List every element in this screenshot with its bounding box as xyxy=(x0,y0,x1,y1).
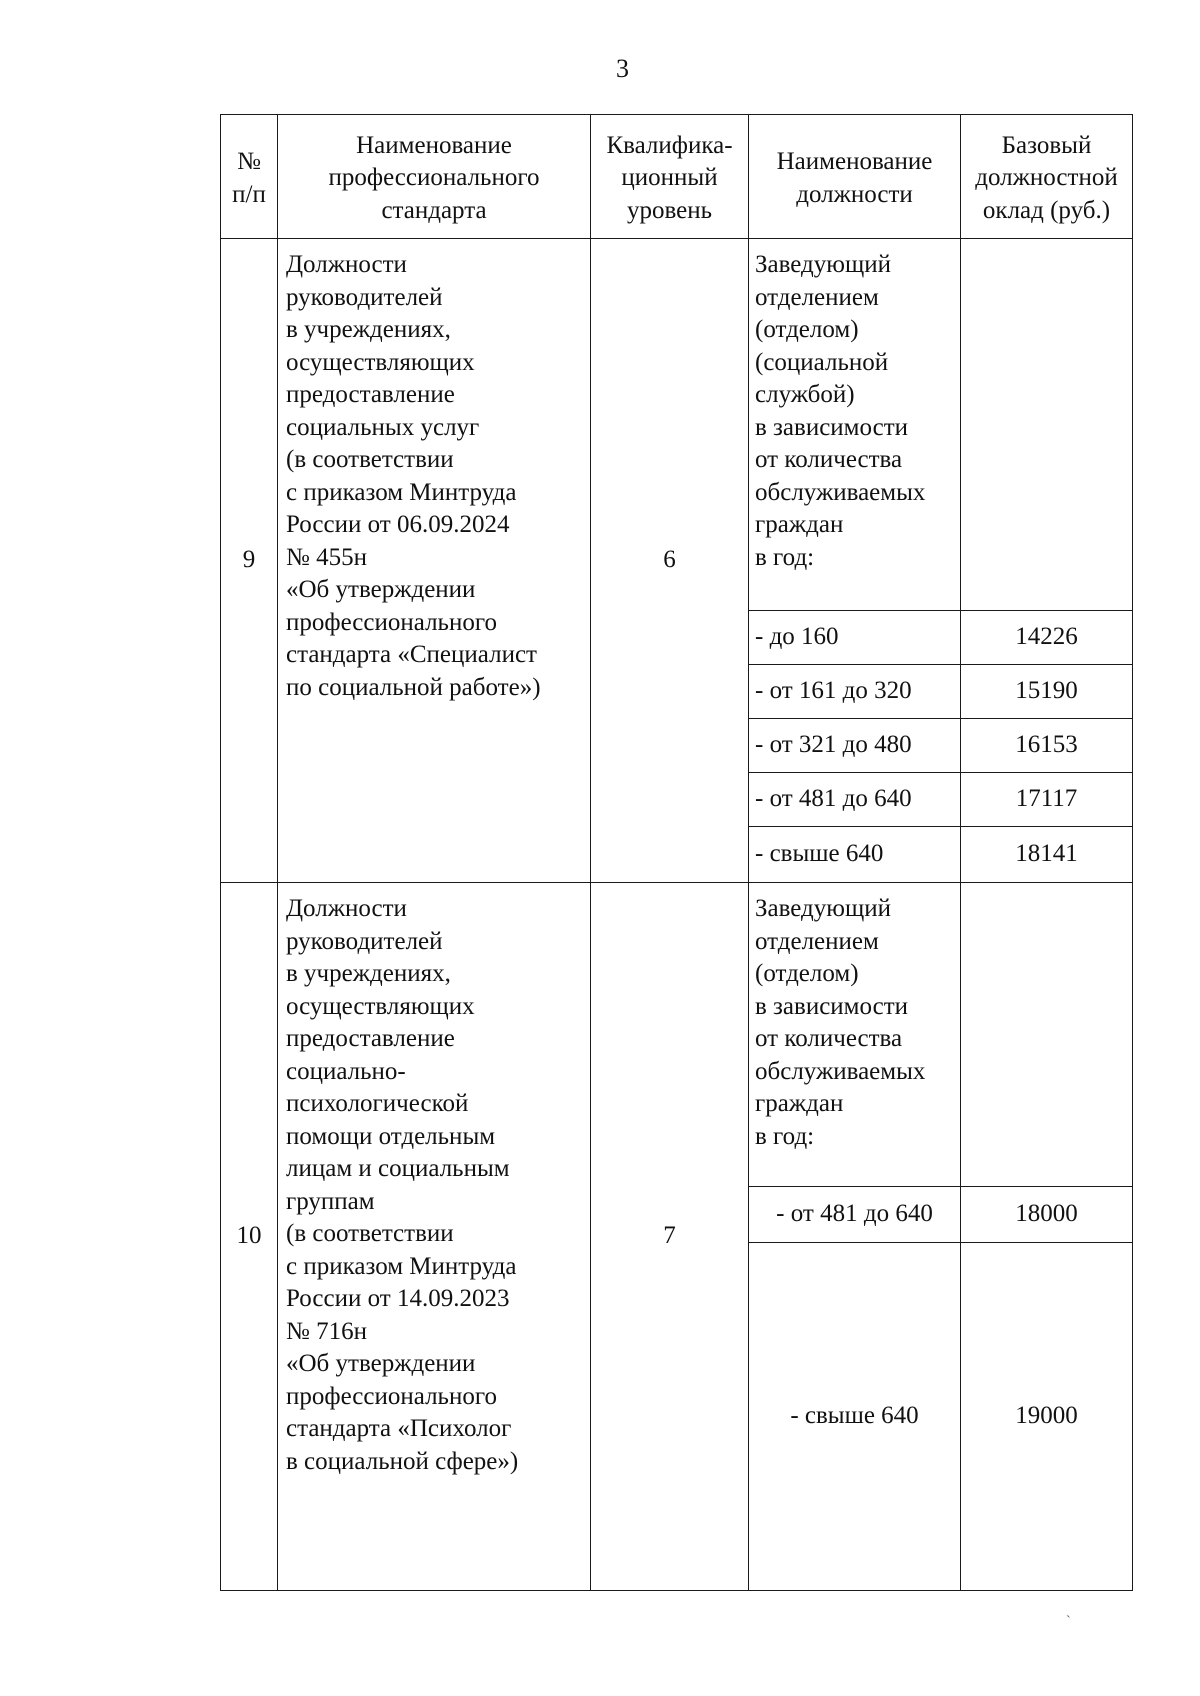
range-label: - от 161 до 320 xyxy=(749,665,961,719)
scan-artifact-mark: ` xyxy=(1066,1614,1071,1629)
standard-name: Должности руководителей в учреждениях, осуществляющих предоставление социально- психологической помощи отдельным лицам и социальным группам (в соответствии с приказом Минтруда России от 14.09.2023 № 716н «Об утверждении профессионального стандарта «Психолог в социальной сфере») xyxy=(278,883,591,1591)
salary-empty-cell xyxy=(961,239,1133,611)
salary-value: 19000 xyxy=(961,1243,1133,1591)
salary-empty-cell xyxy=(961,883,1133,1187)
salary-value: 16153 xyxy=(961,719,1133,773)
qualification-level: 6 xyxy=(591,239,749,883)
salary-value: 14226 xyxy=(961,611,1133,665)
page-number: 3 xyxy=(616,54,629,83)
salary-value: 18000 xyxy=(961,1187,1133,1243)
salary-table xyxy=(220,114,1133,1591)
standard-name: Должности руководителей в учреждениях, осуществляющих предоставление социальных услуг (в соответствии с приказом Минтруда России от 06.09.2024 № 455н «Об утверждении профессионального стандарта «Специалист по социальной работе») xyxy=(278,239,591,883)
qualification-level: 7 xyxy=(591,883,749,1591)
position-name: Заведующий отделением (отделом) (социальной службой) в зависимости от количества обслуживаемых граждан в год: xyxy=(749,239,961,611)
header-num: № п/п xyxy=(221,115,278,239)
range-label: - свыше 640 xyxy=(749,827,961,883)
salary-value: 15190 xyxy=(961,665,1133,719)
salary-value: 18141 xyxy=(961,827,1133,883)
range-label: - от 321 до 480 xyxy=(749,719,961,773)
row-number: 10 xyxy=(221,883,278,1591)
row-number: 9 xyxy=(221,239,278,883)
position-name: Заведующий отделением (отделом) в зависимости от количества обслуживаемых граждан в год: xyxy=(749,883,961,1187)
table-row xyxy=(221,883,1133,1187)
header-standard: Наименование профессионального стандарта xyxy=(278,115,591,239)
header-salary: Базовый должностной оклад (руб.) xyxy=(961,115,1133,239)
range-label: - от 481 до 640 xyxy=(749,773,961,827)
table-row xyxy=(221,239,1133,611)
range-label: - от 481 до 640 xyxy=(749,1187,961,1243)
salary-value: 17117 xyxy=(961,773,1133,827)
header-row xyxy=(221,115,1133,239)
range-label: - свыше 640 xyxy=(749,1243,961,1591)
range-label: - до 160 xyxy=(749,611,961,665)
header-level: Квалифика- ционный уровень xyxy=(591,115,749,239)
header-position: Наименование должности xyxy=(749,115,961,239)
